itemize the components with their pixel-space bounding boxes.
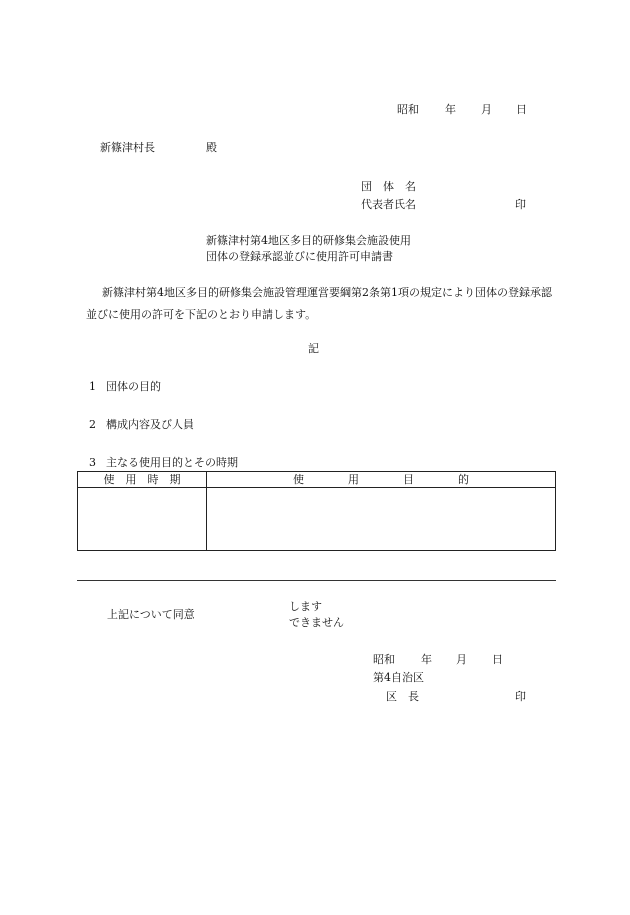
separator-line [77, 580, 556, 581]
title-line2: 団体の登録承認並びに使用許可申請書 [206, 250, 393, 263]
body-text: 新篠津村第4地区多目的研修集会施設管理運営要綱第2条第1項の規定により団体の登録承認並びに使用の許可を下記のとおり申請します。 [86, 286, 552, 321]
footer-date-month: 月 [456, 653, 467, 666]
addressee-name: 新篠津村長 [100, 141, 155, 154]
district-name: 第4自治区 [373, 671, 424, 684]
col-header-period: 使 用 時 期 [78, 472, 207, 488]
footer-date-day: 日 [492, 653, 503, 666]
group-name-label: 団 体 名 [361, 180, 416, 193]
footer-date-year: 年 [421, 653, 432, 666]
footer-date-era: 昭和 [373, 653, 395, 666]
item-2-number: 2 [89, 418, 96, 431]
date-month: 月 [481, 103, 492, 116]
body-paragraph [86, 282, 558, 326]
cell-purpose[interactable] [207, 488, 556, 551]
consent-label: 上記について同意 [107, 608, 195, 621]
title-line1: 新篠津村第4地区多目的研修集会施設使用 [206, 234, 411, 247]
applicant-seal: 印 [515, 198, 526, 211]
table-header-row [78, 472, 556, 488]
item-2-label: 構成内容及び人員 [106, 418, 194, 431]
item-3-label: 主なる使用目的とその時期 [106, 456, 238, 469]
item-1-number: 1 [89, 380, 96, 393]
representative-label: 代表者氏名 [361, 198, 416, 211]
addressee-honorific: 殿 [206, 141, 217, 154]
col-header-purpose: 使 用 目 的 [207, 472, 556, 488]
consent-option-no: できません [289, 616, 344, 629]
table-row [78, 488, 556, 551]
ki-heading: 記 [308, 342, 319, 355]
date-day: 日 [516, 103, 527, 116]
cell-period[interactable] [78, 488, 207, 551]
item-3-number: 3 [89, 456, 96, 469]
chief-label: 区 長 [386, 690, 419, 703]
usage-table [77, 471, 556, 551]
date-year: 年 [445, 103, 456, 116]
consent-option-yes: します [289, 600, 322, 613]
date-era: 昭和 [397, 103, 419, 116]
item-1-label: 団体の目的 [106, 380, 161, 393]
chief-seal: 印 [515, 690, 526, 703]
